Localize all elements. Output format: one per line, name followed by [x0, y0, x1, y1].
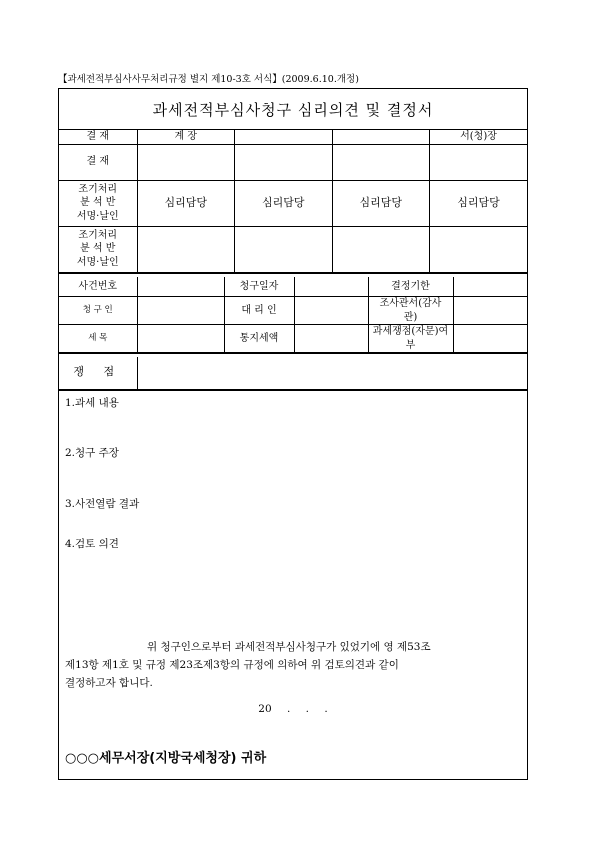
approval-row-label: 결 재: [59, 144, 137, 180]
agent-label: 대 리 인: [224, 297, 294, 325]
sign-box[interactable]: [332, 144, 430, 180]
reviewer-cell[interactable]: 심리담당: [332, 180, 430, 226]
sign-box[interactable]: [137, 144, 235, 180]
approval-table: [59, 130, 527, 273]
early-team-label: 조기처리 분 석 반 서명·날인: [59, 226, 137, 272]
issue-label: 쟁 점: [59, 357, 137, 389]
investigator-label: 조사관서(감사 관): [368, 297, 453, 325]
reviewer-cell[interactable]: 심리담당: [235, 180, 333, 226]
reviewer-cell[interactable]: 심리담당: [137, 180, 235, 226]
approval-head-2: [235, 130, 333, 144]
case-info-table: [59, 277, 527, 354]
notice-amount-field[interactable]: [294, 325, 368, 353]
reviewer-cell[interactable]: 심리담당: [430, 180, 528, 226]
approval-head-3: [332, 130, 430, 144]
recipient: ○○○세무서장(지방국세청장) 귀하: [65, 750, 267, 766]
claim-date-field[interactable]: [294, 277, 368, 297]
early-team-label: 조기처리 분 석 반 서명·날인: [59, 180, 137, 226]
tax-item-field[interactable]: [137, 325, 224, 353]
agent-field[interactable]: [294, 297, 368, 325]
investigator-field[interactable]: [453, 297, 527, 325]
case-number-label: 사건번호: [59, 277, 137, 297]
decision-statement: 위 청구인으로부터 과세전적부심사청구가 있었기에 영 제53조 제13항 제1호 및 규정 제23조제3항의 규정에 의하여 위 검토의견과 같이 결정하고자 합니다.: [65, 640, 431, 689]
approval-head-4: 서(청)장: [430, 130, 528, 144]
form-header-note: 【과세전적부심사사무처리규정 별지 제10-3호 서식】(2009.6.10.개정): [58, 74, 359, 85]
issue-table: [59, 357, 527, 390]
section-review-opinion: 4.검토 의견: [65, 537, 119, 550]
opinion-body[interactable]: [59, 390, 527, 779]
sign-box[interactable]: [430, 226, 528, 272]
sign-box[interactable]: [332, 226, 430, 272]
sign-box[interactable]: [235, 226, 333, 272]
decision-due-label: 결정기한: [368, 277, 453, 297]
claim-date-label: 청구일자: [224, 277, 294, 297]
claimant-field[interactable]: [137, 297, 224, 325]
decision-due-field[interactable]: [453, 277, 527, 297]
tax-item-label: 세 목: [59, 325, 137, 353]
section-claim: 2.청구 주장: [65, 446, 119, 459]
decision-form: [58, 88, 528, 780]
review-field[interactable]: [453, 325, 527, 353]
section-tax-content: 1.과세 내용: [65, 396, 119, 409]
section-preview-result: 3.사전열람 결과: [65, 497, 140, 510]
sign-box[interactable]: [137, 226, 235, 272]
page-title: 과세전적부심사청구 심리의견 및 결정서: [59, 89, 527, 130]
review-label: 과세쟁점(자문)여 부: [368, 325, 453, 353]
approval-head-1: 계 장: [137, 130, 235, 144]
issue-field[interactable]: [137, 357, 527, 389]
sign-box[interactable]: [235, 144, 333, 180]
claimant-label: 청 구 인: [59, 297, 137, 325]
notice-amount-label: 통지세액: [224, 325, 294, 353]
case-number-field[interactable]: [137, 277, 224, 297]
date-line: 20 . . .: [258, 702, 328, 715]
sign-box[interactable]: [430, 144, 528, 180]
approval-label: 결 재: [59, 130, 137, 144]
